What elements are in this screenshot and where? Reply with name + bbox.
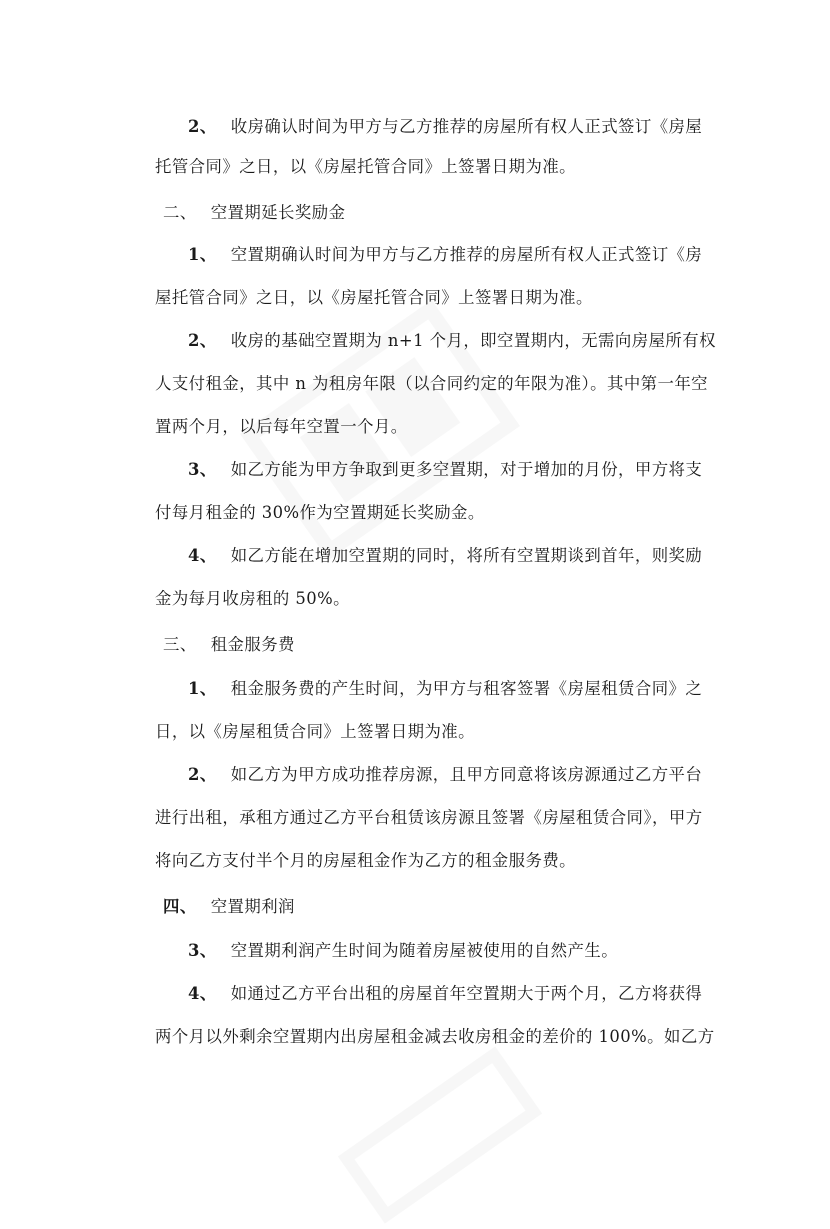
paragraph-line [155,589,350,609]
paragraph-line [188,460,702,480]
paragraph-line [155,288,593,308]
item-number: 4、 [188,546,217,565]
paragraph-text: 两个月以外剩余空置期内出房屋租金减去收房租金的差价的 100%。如乙方 [155,1027,715,1046]
section-title: 空置期延长奖励金 [210,203,346,222]
paragraph-text: 空置期确认时间为甲方与乙方推荐的房屋所有权人正式签订《房 [230,245,703,264]
item-number: 2、 [188,117,217,136]
paragraph-text: 空置期利润产生时间为随着房屋被使用的自然产生。 [230,941,619,960]
paragraph-line [188,546,702,566]
paragraph-line [155,722,475,742]
section-heading [163,635,295,655]
paragraph-text: 置两个月，以后每年空置一个月。 [155,417,408,436]
paragraph-text: 如乙方为甲方成功推荐房源，且甲方同意将该房源通过乙方平台 [230,765,703,784]
paragraph-line [188,941,618,961]
paragraph-text: 托管合同》之日，以《房屋托管合同》上签署日期为准。 [155,157,577,176]
paragraph-line [155,417,408,437]
item-number: 4、 [188,984,217,1003]
paragraph-line [155,851,576,871]
section-title: 租金服务费 [210,635,295,654]
paragraph-text: 将向乙方支付半个月的房屋租金作为乙方的租金服务费。 [155,851,577,870]
paragraph-text: 租金服务费的产生时间，为甲方与租客签署《房屋租赁合同》之 [230,679,703,698]
paragraph-line [155,808,703,828]
item-number: 1、 [188,245,217,264]
paragraph-text: 付每月租金的 30%作为空置期延长奖励金。 [155,503,485,522]
section-heading [163,897,295,917]
item-number: 3、 [188,460,217,479]
paragraph-text: 如乙方能为甲方争取到更多空置期，对于增加的月份，甲方将支 [230,460,703,479]
paragraph-text: 屋托管合同》之日，以《房屋托管合同》上签署日期为准。 [155,288,593,307]
paragraph-line [188,984,702,1004]
section-title: 空置期利润 [210,897,295,916]
paragraph-line [188,331,716,351]
paragraph-line [188,117,702,137]
item-number: 1、 [188,679,217,698]
section-number: 三、 [163,635,197,654]
paragraph-line [188,679,702,699]
paragraph-text: 进行出租，承租方通过乙方平台租赁该房源且签署《房屋租赁合同》，甲方 [155,808,703,827]
paragraph-line [155,1027,715,1047]
paragraph-text: 如乙方能在增加空置期的同时，将所有空置期谈到首年，则奖励 [230,546,703,565]
watermark-logo-bottom [332,1041,547,1229]
paragraph-text: 如通过乙方平台出租的房屋首年空置期大于两个月，乙方将获得 [230,984,703,1003]
paragraph-text: 收房确认时间为甲方与乙方推荐的房屋所有权人正式签订《房屋 [230,117,703,136]
section-heading [163,203,345,223]
paragraph-line [155,157,576,177]
paragraph-text: 人支付租金，其中 n 为租房年限（以合同约定的年限为准）。其中第一年空 [155,374,709,393]
paragraph-text: 金为每月收房租的 50%。 [155,589,351,608]
item-number: 2、 [188,765,217,784]
paragraph-text: 收房的基础空置期为 n+1 个月，即空置期内，无需向房屋所有权 [230,331,716,350]
item-number: 2、 [188,331,217,350]
paragraph-line [155,374,708,394]
section-number: 四、 [163,897,197,916]
item-number: 3、 [188,941,217,960]
paragraph-text: 日，以《房屋租赁合同》上签署日期为准。 [155,722,475,741]
paragraph-line [188,245,702,265]
paragraph-line [155,503,485,523]
section-number: 二、 [163,203,197,222]
paragraph-line [188,765,702,785]
